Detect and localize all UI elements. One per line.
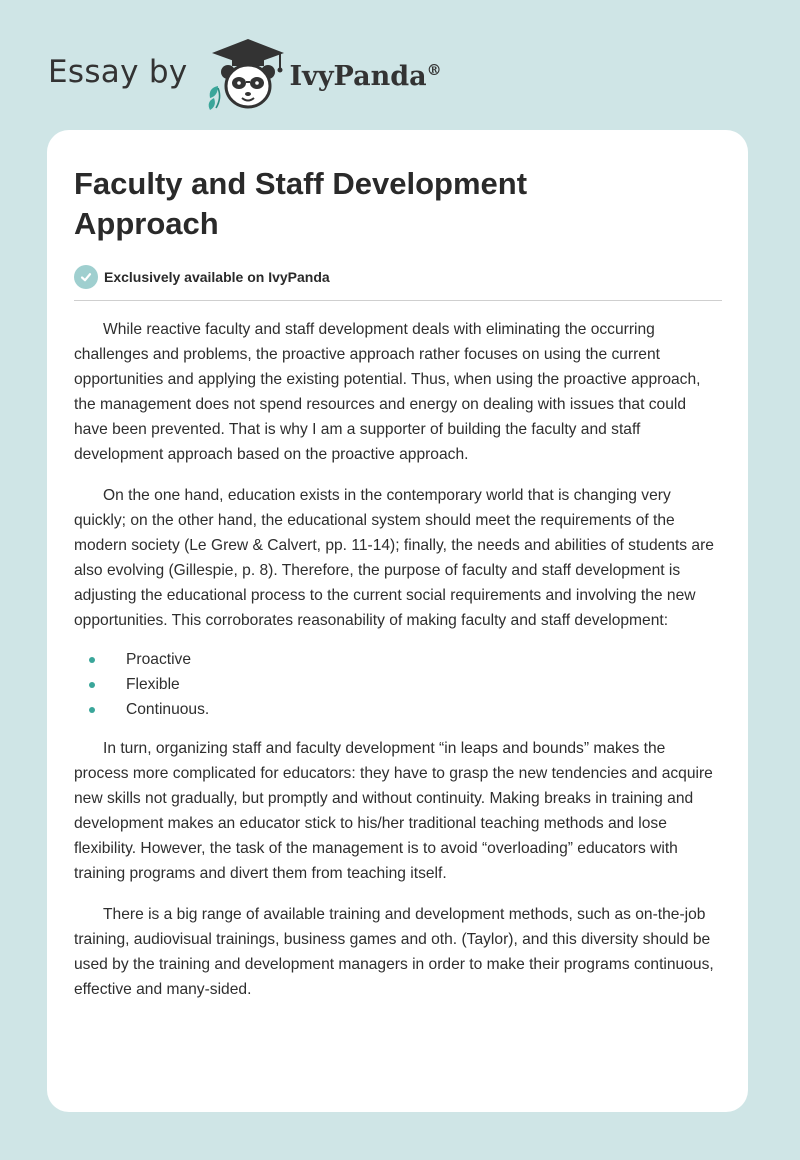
list-item [74, 647, 724, 672]
brand-name: IvyPanda® [289, 60, 442, 92]
list-item [74, 672, 724, 697]
panda-graduate-logo-icon [202, 36, 294, 112]
bullet-icon [89, 707, 95, 713]
exclusive-badge [74, 264, 722, 290]
essay-body [74, 317, 724, 1002]
bullet-list [74, 647, 724, 722]
bullet-icon [89, 657, 95, 663]
list-item-label: Flexible [126, 676, 180, 693]
brand-prefix: Essay by [48, 54, 188, 90]
list-item [74, 697, 724, 722]
list-item-label: Proactive [126, 651, 192, 668]
paragraph: There is a big range of available training and development methods, such as on-the-job training, audiovisual trainings, business games and oth. (Taylor), and this diversity should be used by the training and development managers in order to make their programs continuous, effective and many-sided. [74, 906, 714, 998]
bullet-icon [89, 682, 95, 688]
list-item-label: Continuous. [126, 701, 210, 718]
check-icon [74, 265, 98, 289]
site-brand[interactable] [48, 36, 442, 112]
essay-card [47, 130, 748, 1112]
paragraph: On the one hand, education exists in the contemporary world that is changing very quickly; on the other hand, the educational system should meet the requirements of the modern society (Le Grew & Calvert, pp. 11-14); finally, the needs and abilities of students are also evolving (Gillespie, p. 8). Therefore, the purpose of faculty and staff development is adjusting the educational process to the current social requirements and involving the new opportunities. This corroborates reasonability of making faculty and staff development: [74, 487, 714, 629]
page-title: Faculty and Staff Development Approach [74, 166, 528, 241]
divider [74, 300, 722, 301]
paragraph: While reactive faculty and staff development deals with eliminating the occurring challenges and problems, the proactive approach rather focuses on using the current opportunities and applying the existing potential. Thus, when using the proactive approach, the management does not spend resources and energy on dealing with issues that could have been prevented. That is why I am a supporter of building the faculty and staff development approach based on the proactive approach. [74, 321, 701, 463]
badge-text: Exclusively available on IvyPanda [104, 269, 330, 285]
paragraph: In turn, organizing staff and faculty development “in leaps and bounds” makes the process more complicated for educators: they have to grasp the new tendencies and acquire new skills not gradually, but promptly and without continuity. Making breaks in training and development makes an educator stick to his/her traditional teaching methods and lose flexibility. However, the task of the management is to avoid “overloading” educators with training programs and divert them from teaching itself. [74, 740, 713, 882]
